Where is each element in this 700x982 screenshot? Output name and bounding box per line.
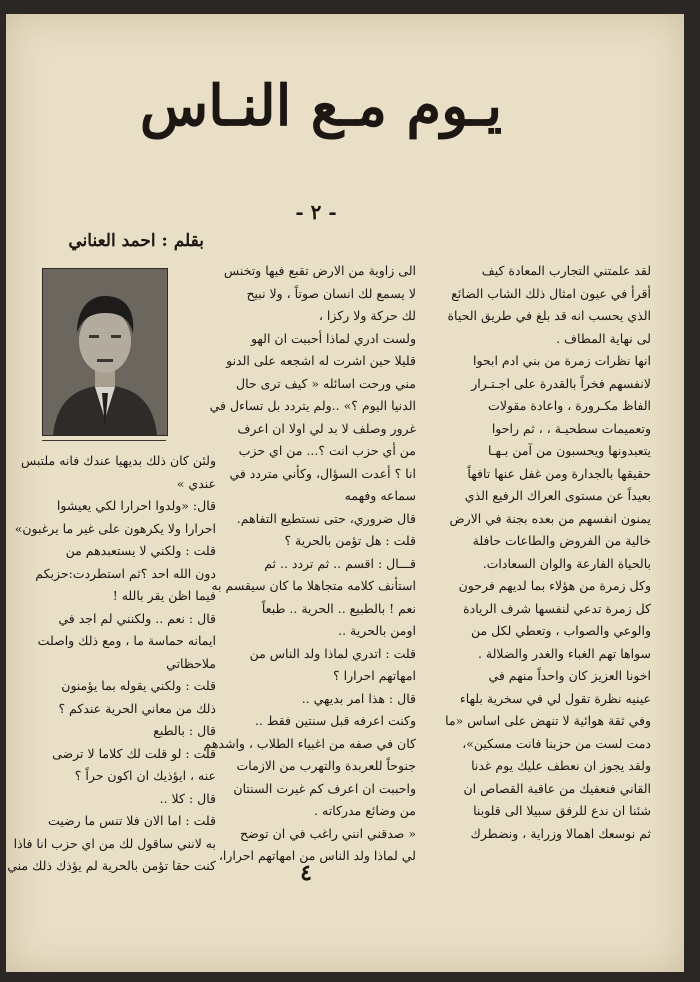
- article-line: قلت : هل تؤمن بالحرية ؟: [284, 533, 416, 548]
- article-line: دون الله احد ؟ثم استطردت:حزبكم: [35, 565, 216, 581]
- article-line: من أي حزب انت ؟... من اي حزب: [238, 443, 416, 458]
- part-number: - ٢ -: [295, 200, 337, 224]
- article-line: لقد علمتني التجارب المعادة كيف: [481, 263, 651, 278]
- author-photo: [42, 268, 168, 436]
- article-line: حقيقها بالجدارة ومن غفل عنها تافهاً: [467, 465, 651, 481]
- article-line: قال : هذا امر بديهي ..: [301, 690, 416, 706]
- article-line: استأنف كلامه متجاهلا ما كان سيقسم به: [211, 578, 416, 593]
- article-line: ثم نوسعك اهمالا وزراية ، ونضطرك: [470, 825, 651, 841]
- article-line: كان في صفه من اغبياء الطلاب ، واشدهم: [203, 735, 416, 751]
- article-line: لك حركة ولا ركزا ،: [318, 308, 416, 323]
- article-line: عينيه نظرة تقول لي في سخرية بلهاء: [459, 690, 651, 706]
- article-line: انها نظرات زمرة من بني ادم ابحوا: [472, 353, 651, 368]
- article-line: قلت : اما الان فلا تنس ما رضيت: [48, 813, 216, 828]
- article-line: مني ورحت اسائله « كيف ترى حال: [236, 375, 416, 391]
- article-line: انا ؟ أعدت السؤال، وكأني متردد في: [229, 465, 416, 481]
- article-line: كنت حقا تؤمن بالحرية لم يؤذك ذلك مني: [7, 858, 216, 873]
- article-line: ولئن كان ذلك بديهيا عندك فانه ملتبس: [20, 453, 216, 468]
- article-line: من وضائع مدركاته .: [314, 803, 416, 818]
- article-line: وكنت اعرفه قبل سنتين فقط ..: [254, 713, 416, 728]
- article-line: وفي ثقة هوائية لا تنهض على اساس «ما: [445, 713, 651, 728]
- article-line: وتعميمات سطحيـة ، ، ثم راحوا: [491, 420, 651, 436]
- article-line: قال: «ولدوا احرارا لكي يعيشوا: [56, 498, 216, 513]
- article-line: خالية من الفروض والطاعات حافلة: [472, 533, 651, 548]
- article-line: شئنا ان ندع للرفق سبيلا الى قلوبنا: [473, 803, 651, 818]
- article-line: وكل زمرة من هؤلاء بما لديهم فرحون: [458, 578, 651, 593]
- page-number: ٤: [300, 860, 312, 886]
- article-line: بالحياة الفارعة والوان السعادات.: [482, 555, 651, 571]
- text-column-right: [423, 260, 651, 845]
- article-line: والوعي والصواب ، وتعطي لكل من: [470, 623, 651, 638]
- magazine-page: [6, 14, 684, 972]
- article-line: ملاحظاتي: [166, 655, 216, 671]
- article-line: فيما اظن يقر بالله !: [112, 588, 216, 603]
- author-byline: بقلم : احمد العناني: [68, 231, 204, 251]
- article-line: اومن بالحرية ..: [338, 623, 416, 638]
- article-line: أقرأ في عيون امثال ذلك الشاب الضائع: [451, 285, 651, 301]
- article-line: قلت : اتدري لماذا ولد الناس من: [249, 645, 416, 661]
- article-line: جنوحاً للعربدة والتهرب من الازمات: [236, 758, 416, 773]
- article-line: قال : نعم .. ولكنني لم اجد في: [58, 610, 216, 626]
- article-line: يمنون انفسهم من بعده بجنة في الارض: [449, 510, 651, 526]
- article-line: الى زاوية من الارض تقبع فيها وتخنس: [223, 263, 416, 278]
- article-line: سماعه وفهمه: [344, 488, 416, 503]
- article-line: قلت : ولكني يقوله بما يؤمنون: [61, 678, 216, 693]
- article-line: احرارا ولا يكرهون على غير ما يرغبون»: [14, 520, 216, 536]
- article-line: يتعبدونها ويحسبون من آمن بـهـا: [487, 443, 651, 458]
- article-line: الدنيا اليوم ؟» ..ولم يتردد بل تساءل في: [209, 398, 416, 413]
- article-line: ولست ادري لماذا أحببت ان الهو: [250, 330, 416, 346]
- article-line: لانفسهم فخراً بالقدرة على اجـتـرار: [471, 375, 651, 391]
- article-line: قال : بالطبع: [153, 723, 216, 738]
- article-line: ذلك من معاني الحرية عندكم ؟: [58, 700, 216, 716]
- article-line: قليلا حين اشرت له اشجعه على الدنو: [226, 353, 416, 368]
- article-line: لى نهاية المطاف .: [556, 330, 651, 346]
- article-line: به لانني ساقول لك من اي حزب انا فاذا: [13, 835, 216, 851]
- text-column-middle: [203, 260, 416, 868]
- article-title: يـوم مـع النـاس: [139, 73, 503, 139]
- article-line: واحببت ان اعرف كم غيرت السنتان: [233, 780, 416, 796]
- article-line: « صدقني انني راغب في ان توضح: [240, 825, 416, 841]
- article-line: امهاتهم احرارا ؟: [333, 668, 416, 683]
- article-line: اخونا العزيز كان واحداً منهم في: [488, 668, 651, 683]
- article-line: لا يسمع لك انسان صوتاً ، ولا نبيح: [246, 285, 416, 301]
- article-line: عندي »: [176, 475, 216, 491]
- article-line: الفاظ مكـرورة ، واعادة مقولات: [488, 398, 651, 413]
- article-line: سواها تهم الغباء والغدر والضلالة .: [477, 645, 651, 661]
- article-line: قال : كلا ..: [159, 790, 216, 806]
- article-line: قلت : لو قلت لك كلاما لا ترضى: [52, 745, 216, 761]
- article-line: غرور وصلف لا بد لي اولا ان اعرف: [237, 420, 416, 436]
- article-line: دمت لست من حزبنا فانت مسكين»،: [462, 735, 651, 751]
- article-line: بعيداً عن مستوى العراك الرفيع الذي: [464, 488, 651, 503]
- article-line: ايمانه حماسة ما ، ومع ذلك واصلت: [37, 633, 216, 648]
- article-line: قلت : ولكني لا يستعبدهم من: [65, 543, 216, 558]
- author-portrait-image: [43, 269, 167, 435]
- photo-divider: [42, 440, 166, 441]
- article-line: كل زمرة تدعي لنفسها شرف الريادة: [463, 600, 651, 616]
- article-line: القاني فنعفيك من عاقبة القصاص ان: [463, 780, 651, 796]
- article-line: قال ضروري، حتى نستطيع التفاهم.: [236, 510, 416, 526]
- article-line: قـــال : اقسم .. ثم تردد .. ثم: [264, 555, 416, 571]
- article-line: الذي يحسب انه قد بلغ في طريق الحياة: [447, 308, 651, 323]
- article-line: عنه ، ايؤذيك ان اكون حراً ؟: [74, 768, 216, 783]
- article-line: نعم ! بالطبيع .. الحرية .. طبعاً: [261, 600, 416, 616]
- article-line: لي لماذا ولد الناس من امهاتهم احرارا،: [218, 848, 416, 863]
- text-column-left: [7, 450, 216, 878]
- article-line: ولقد يجوز ان نعطف عليك يوم غدنا: [471, 758, 651, 773]
